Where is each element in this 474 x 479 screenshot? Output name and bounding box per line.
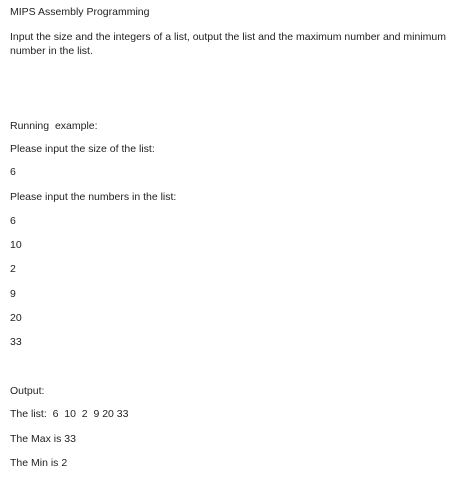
- number-item: 10: [10, 239, 22, 251]
- number-item: 9: [10, 288, 16, 300]
- number-item: 33: [10, 336, 22, 348]
- task-description: Input the size and the integers of a list, output the list and the maximum number and minimum number in the list.: [10, 31, 446, 57]
- output-max: The Max is 33: [10, 433, 76, 445]
- size-value: 6: [10, 166, 16, 178]
- prompt-numbers: Please input the numbers in the list:: [10, 191, 177, 203]
- number-item: 20: [10, 312, 22, 324]
- output-heading: Output:: [10, 385, 45, 397]
- document-title: MIPS Assembly Programming: [10, 6, 150, 18]
- number-item: 2: [10, 263, 16, 275]
- output-min: The Min is 2: [10, 457, 68, 469]
- prompt-size: Please input the size of the list:: [10, 143, 155, 155]
- output-list: The list: 6 10 2 9 20 33: [10, 408, 129, 420]
- example-heading: Running example:: [10, 120, 98, 132]
- number-item: 6: [10, 215, 16, 227]
